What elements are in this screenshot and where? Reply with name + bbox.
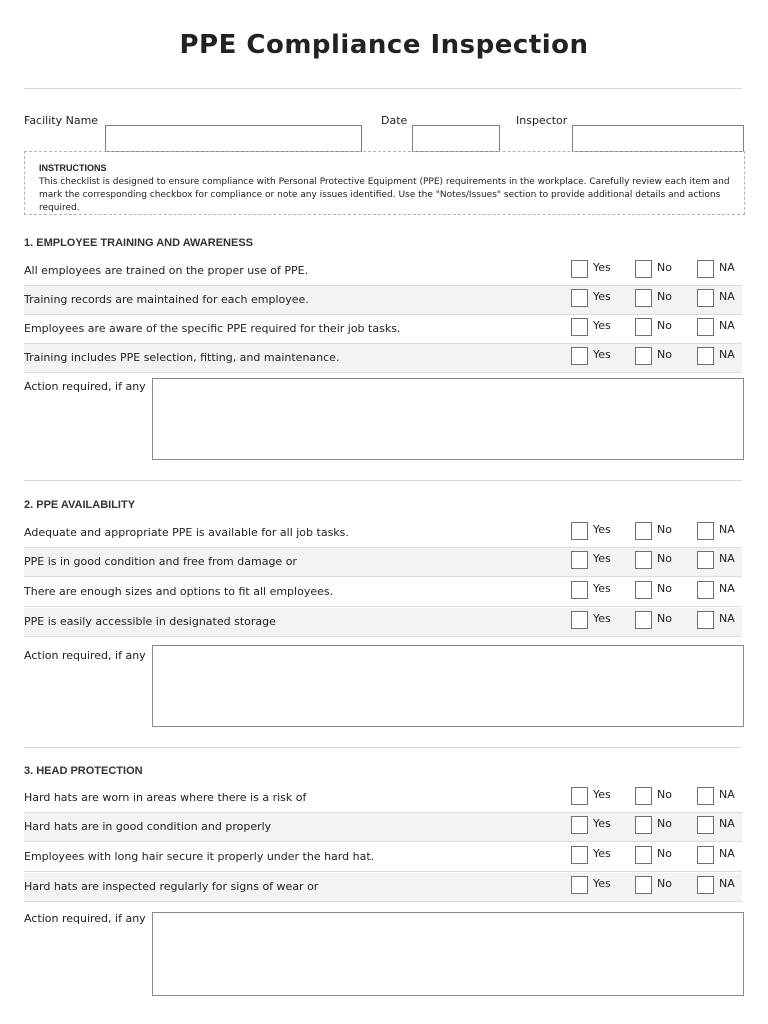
no-label: No (657, 817, 672, 830)
yes-checkbox[interactable] (571, 816, 588, 834)
na-checkbox[interactable] (697, 846, 714, 864)
yes-label: Yes (593, 261, 611, 274)
section-title: 1. EMPLOYEE TRAINING AND AWARENESS (24, 237, 253, 249)
na-checkbox[interactable] (697, 551, 714, 569)
instructions-box (24, 151, 745, 215)
na-checkbox[interactable] (697, 347, 714, 365)
inspector-label: Inspector (516, 114, 568, 127)
na-checkbox[interactable] (697, 289, 714, 307)
instructions-title: INSTRUCTIONS (39, 163, 107, 173)
no-checkbox[interactable] (635, 846, 652, 864)
no-label: No (657, 788, 672, 801)
checklist-question: All employees are trained on the proper use of PPE. (24, 264, 309, 277)
action-required-label: Action required, if any (24, 912, 146, 925)
yes-checkbox[interactable] (571, 260, 588, 278)
na-checkbox[interactable] (697, 787, 714, 805)
facility-name-field[interactable] (105, 125, 362, 152)
checklist-row (24, 873, 742, 902)
no-label: No (657, 523, 672, 536)
checklist-row (24, 257, 742, 286)
checklist-row (24, 784, 742, 813)
instructions-text: This checklist is designed to ensure compliance with Personal Protective Equipment (PPE) requirements in the workplace. Carefully review each item and mark the corresponding checkbox for compliance or note any issues identified. Use the "Notes/Issues" section to provide additional details and actions required. (39, 177, 730, 213)
no-checkbox[interactable] (635, 787, 652, 805)
yes-checkbox[interactable] (571, 787, 588, 805)
no-checkbox[interactable] (635, 260, 652, 278)
checklist-row (24, 548, 742, 577)
na-label: NA (719, 612, 735, 625)
yes-label: Yes (593, 319, 611, 332)
no-label: No (657, 582, 672, 595)
action-required-label: Action required, if any (24, 380, 146, 393)
action-required-field[interactable] (152, 645, 744, 727)
no-checkbox[interactable] (635, 522, 652, 540)
na-label: NA (719, 348, 735, 361)
action-required-label: Action required, if any (24, 649, 146, 662)
checklist-question: Adequate and appropriate PPE is available for all job tasks. (24, 526, 349, 539)
checklist-row (24, 843, 742, 872)
checklist-row (24, 608, 742, 637)
checklist-row (24, 315, 742, 344)
no-label: No (657, 348, 672, 361)
na-checkbox[interactable] (697, 581, 714, 599)
yes-label: Yes (593, 523, 611, 536)
na-label: NA (719, 582, 735, 595)
yes-label: Yes (593, 847, 611, 860)
no-checkbox[interactable] (635, 289, 652, 307)
checklist-question: Employees with long hair secure it properly under the hard hat. (24, 850, 375, 863)
page-title: PPE Compliance Inspection (179, 30, 589, 60)
no-label: No (657, 319, 672, 332)
no-label: No (657, 552, 672, 565)
yes-checkbox[interactable] (571, 581, 588, 599)
section-divider (24, 480, 742, 481)
no-label: No (657, 261, 672, 274)
no-checkbox[interactable] (635, 347, 652, 365)
no-checkbox[interactable] (635, 318, 652, 336)
section-title: 3. HEAD PROTECTION (24, 765, 143, 777)
checklist-question: Employees are aware of the specific PPE required for their job tasks. (24, 322, 401, 335)
yes-label: Yes (593, 817, 611, 830)
yes-label: Yes (593, 582, 611, 595)
na-label: NA (719, 847, 735, 860)
no-label: No (657, 612, 672, 625)
yes-checkbox[interactable] (571, 318, 588, 336)
yes-label: Yes (593, 877, 611, 890)
yes-checkbox[interactable] (571, 289, 588, 307)
na-label: NA (719, 319, 735, 332)
na-label: NA (719, 788, 735, 801)
facility-name-label: Facility Name (24, 114, 99, 127)
na-checkbox[interactable] (697, 816, 714, 834)
yes-label: Yes (593, 290, 611, 303)
yes-checkbox[interactable] (571, 347, 588, 365)
checklist-row (24, 286, 742, 315)
no-label: No (657, 847, 672, 860)
na-label: NA (719, 523, 735, 536)
checklist-question: Hard hats are worn in areas where there is a risk of (24, 791, 307, 804)
checklist-question: PPE is easily accessible in designated storage (24, 615, 276, 628)
checklist-question: Hard hats are inspected regularly for signs of wear or (24, 880, 319, 893)
na-label: NA (719, 817, 735, 830)
yes-label: Yes (593, 552, 611, 565)
date-field[interactable] (412, 125, 500, 152)
na-checkbox[interactable] (697, 611, 714, 629)
yes-checkbox[interactable] (571, 611, 588, 629)
title-divider (24, 88, 742, 89)
yes-label: Yes (593, 788, 611, 801)
action-required-field[interactable] (152, 378, 744, 460)
checklist-row (24, 813, 742, 842)
no-checkbox[interactable] (635, 611, 652, 629)
no-label: No (657, 290, 672, 303)
date-label: Date (381, 114, 408, 127)
checklist-question: There are enough sizes and options to fit all employees. (24, 585, 334, 598)
section-title: 2. PPE AVAILABILITY (24, 499, 136, 511)
yes-checkbox[interactable] (571, 522, 588, 540)
no-label: No (657, 877, 672, 890)
na-checkbox[interactable] (697, 876, 714, 894)
no-checkbox[interactable] (635, 816, 652, 834)
no-checkbox[interactable] (635, 551, 652, 569)
checklist-question: Training includes PPE selection, fitting, and maintenance. (24, 351, 340, 364)
na-label: NA (719, 290, 735, 303)
na-label: NA (719, 877, 735, 890)
checklist-row (24, 578, 742, 607)
yes-label: Yes (593, 612, 611, 625)
yes-label: Yes (593, 348, 611, 361)
section-divider (24, 747, 742, 748)
na-label: NA (719, 552, 735, 565)
checklist-question: PPE is in good condition and free from damage or (24, 555, 297, 568)
inspector-field[interactable] (572, 125, 744, 152)
checklist-row (24, 344, 742, 373)
na-checkbox[interactable] (697, 260, 714, 278)
na-checkbox[interactable] (697, 318, 714, 336)
yes-checkbox[interactable] (571, 846, 588, 864)
na-checkbox[interactable] (697, 522, 714, 540)
no-checkbox[interactable] (635, 876, 652, 894)
checklist-row (24, 519, 742, 548)
checklist-question: Training records are maintained for each employee. (24, 293, 309, 306)
yes-checkbox[interactable] (571, 876, 588, 894)
no-checkbox[interactable] (635, 581, 652, 599)
checklist-question: Hard hats are in good condition and properly (24, 820, 272, 833)
na-label: NA (719, 261, 735, 274)
action-required-field[interactable] (152, 912, 744, 996)
yes-checkbox[interactable] (571, 551, 588, 569)
